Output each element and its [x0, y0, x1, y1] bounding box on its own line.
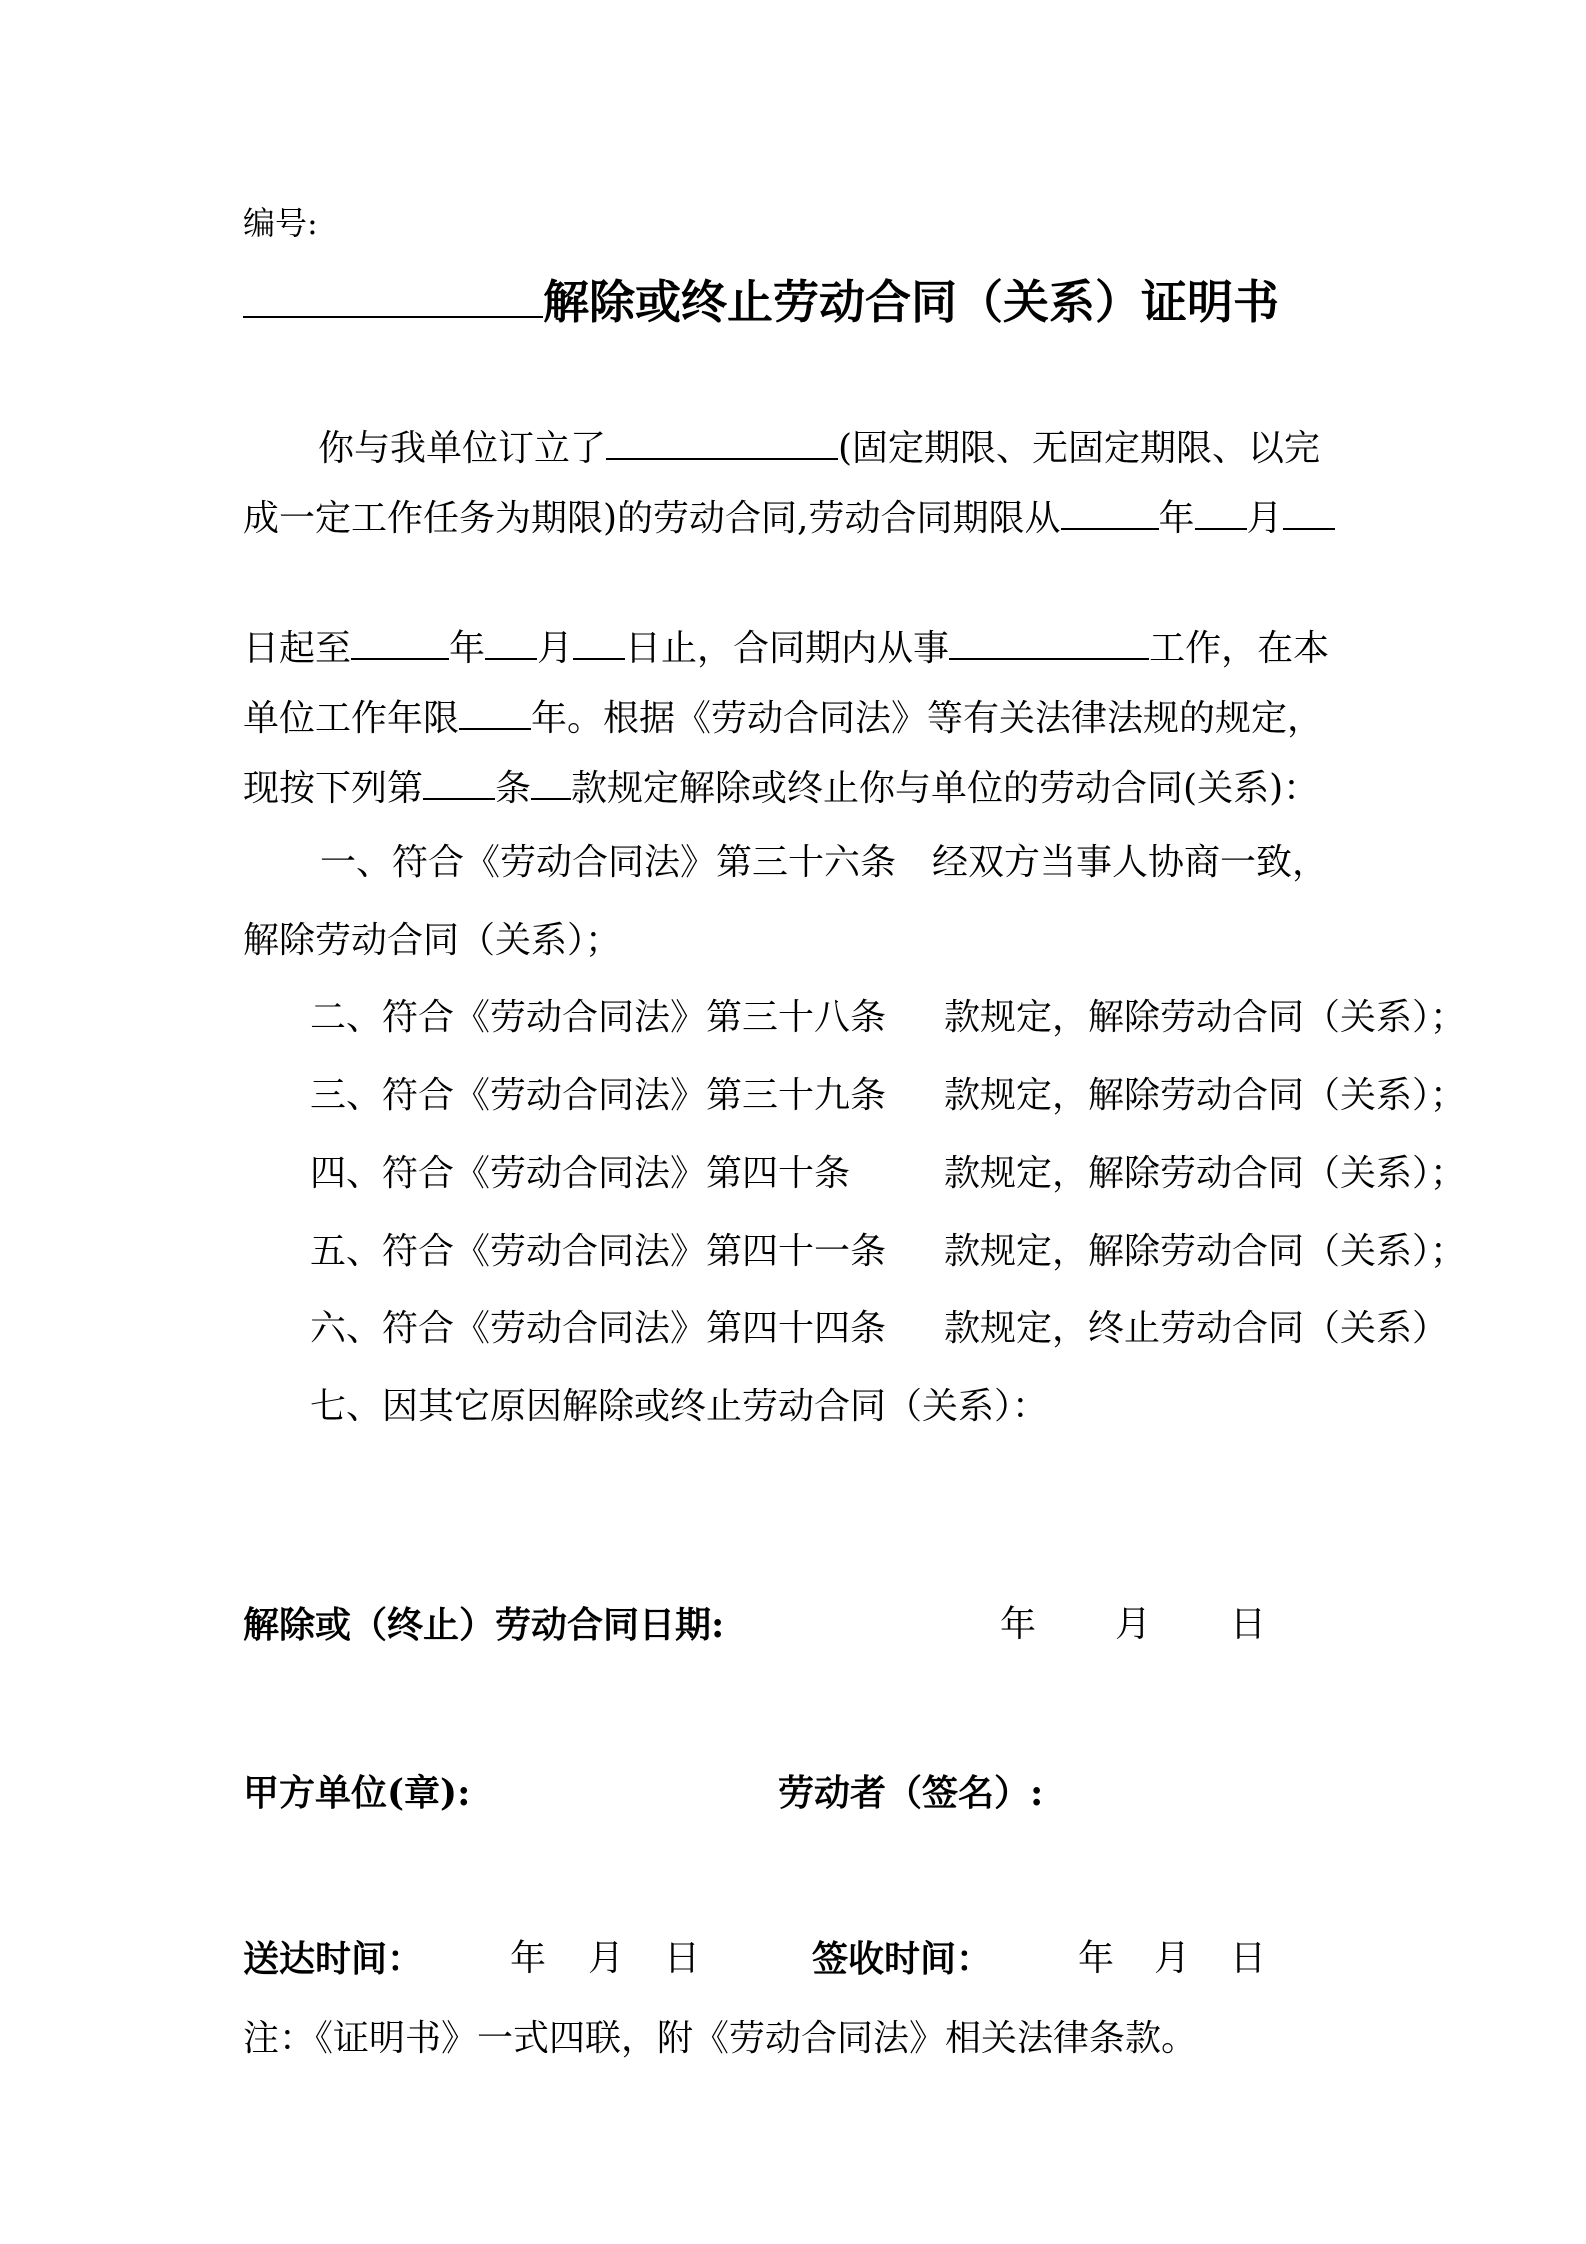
item-3: 三、符合《劳动合同法》第三十九条 款规定，解除劳动合同（关系）； — [310, 1075, 1467, 1116]
item-1: 一、符合《劳动合同法》第三十六条 经双方当事人协商一致， — [320, 842, 1329, 883]
delivery-month[interactable]: 月 — [588, 1938, 625, 1979]
contract-type-blank[interactable] — [606, 424, 838, 460]
body-line-5: 现按下列第 条 款规定解除或终止你与单位的劳动合同(关系)： — [243, 764, 1319, 812]
title-blank[interactable] — [243, 270, 543, 318]
item-5: 五、符合《劳动合同法》第四十一条 款规定，解除劳动合同（关系）； — [310, 1231, 1467, 1272]
footnote: 注：《证明书》一式四联，附《劳动合同法》相关法律条款。 — [243, 2018, 1198, 2059]
item-4: 四、符合《劳动合同法》第四十条 款规定，解除劳动合同（关系）； — [310, 1153, 1467, 1194]
item-6: 六、符合《劳动合同法》第四十四条 款规定，终止劳动合同（关系） — [310, 1308, 1449, 1349]
receipt-year[interactable]: 年 — [1078, 1938, 1115, 1979]
body-line-3: 日起至 年 月 日止，合同期内从事 工作，在本 — [243, 624, 1329, 672]
end-month-blank[interactable] — [485, 624, 537, 660]
item-7: 七、因其它原因解除或终止劳动合同（关系）： — [310, 1386, 1049, 1427]
termination-date-label: 解除或（终止）劳动合同日期: — [243, 1604, 725, 1646]
end-year-blank[interactable] — [351, 624, 449, 660]
item-2: 二、符合《劳动合同法》第三十八条 款规定，解除劳动合同（关系）； — [310, 997, 1467, 1038]
start-month-blank[interactable] — [1195, 494, 1247, 530]
start-year-blank[interactable] — [1061, 494, 1159, 530]
delivery-time-label: 送达时间： — [243, 1938, 424, 1980]
number-label: 编号: — [243, 204, 318, 242]
receipt-day[interactable]: 日 — [1230, 1938, 1267, 1979]
clause-blank[interactable] — [531, 764, 571, 800]
article-blank[interactable] — [423, 764, 495, 800]
delivery-year[interactable]: 年 — [510, 1938, 547, 1979]
termination-date-day[interactable]: 日 — [1230, 1604, 1267, 1645]
delivery-day[interactable]: 日 — [664, 1938, 701, 1979]
termination-date-year[interactable]: 年 — [1000, 1604, 1037, 1645]
body-line-4: 单位工作年限 年。根据《劳动合同法》等有关法律法规的规定， — [243, 694, 1323, 742]
work-years-blank[interactable] — [459, 694, 531, 730]
termination-date-month[interactable]: 月 — [1115, 1604, 1152, 1645]
work-type-blank[interactable] — [949, 624, 1149, 660]
page-title: 解除或终止劳动合同（关系）证明书 — [243, 270, 1279, 332]
body-line-1: 你与我单位订立了 (固定期限、无固定期限、以完 — [318, 424, 1320, 472]
body-line-2: 成一定工作任务为期限)的劳动合同,劳动合同期限从 年 月 — [243, 494, 1335, 542]
party-a-seal-label: 甲方单位(章): — [243, 1772, 471, 1814]
receipt-time-label: 签收时间： — [812, 1938, 993, 1980]
receipt-month[interactable]: 月 — [1154, 1938, 1191, 1979]
end-day-blank[interactable] — [573, 624, 625, 660]
item-1-continued: 解除劳动合同（关系）； — [243, 920, 622, 961]
start-day-blank[interactable] — [1283, 494, 1335, 530]
worker-signature-label: 劳动者（签名）: — [778, 1772, 1044, 1814]
